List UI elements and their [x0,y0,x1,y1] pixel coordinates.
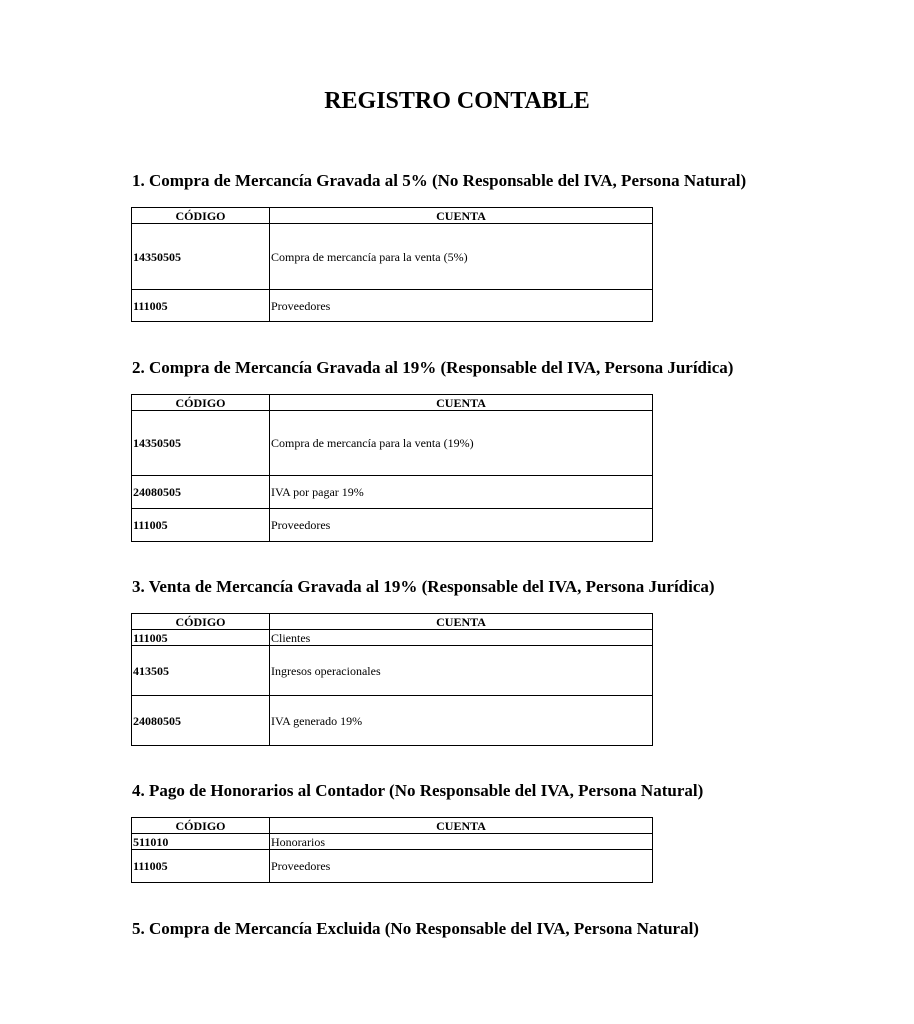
account-name: Compra de mercancía para la venta (19%) [270,411,653,476]
account-code: 111005 [132,850,270,883]
column-header-code: CÓDIGO [132,818,270,834]
table-row [132,509,653,542]
table-header-row [132,614,653,630]
account-name: Proveedores [270,509,653,542]
column-header-code: CÓDIGO [132,208,270,224]
account-name: IVA generado 19% [270,696,653,746]
section-heading: 3. Venta de Mercancía Gravada al 19% (Responsable del IVA, Persona Jurídica) [132,577,715,596]
account-name: Proveedores [270,850,653,883]
table-row [132,646,653,696]
account-name: Proveedores [270,290,653,322]
section-heading: 4. Pago de Honorarios al Contador (No Responsable del IVA, Persona Natural) [132,781,704,800]
entries-table [131,207,653,322]
account-code: 24080505 [132,476,270,509]
table-row [132,696,653,746]
column-header-code: CÓDIGO [132,395,270,411]
table-row [132,476,653,509]
table-row [132,411,653,476]
account-name: Clientes [270,630,653,646]
page-title: REGISTRO CONTABLE [324,88,590,114]
column-header-account: CUENTA [270,208,653,224]
column-header-account: CUENTA [270,395,653,411]
account-name: Honorarios [270,834,653,850]
account-name: Ingresos operacionales [270,646,653,696]
table-row [132,290,653,322]
account-code: 511010 [132,834,270,850]
table-row [132,630,653,646]
entries-table [131,613,653,746]
table-row [132,224,653,290]
account-code: 24080505 [132,696,270,746]
entries-table [131,817,653,883]
section-heading: 1. Compra de Mercancía Gravada al 5% (No Responsable del IVA, Persona Natural) [132,171,747,190]
table-row [132,850,653,883]
column-header-account: CUENTA [270,614,653,630]
table-header-row [132,208,653,224]
table-row [132,834,653,850]
account-code: 111005 [132,290,270,322]
section-heading: 5. Compra de Mercancía Excluida (No Responsable del IVA, Persona Natural) [132,919,699,938]
table-header-row [132,818,653,834]
column-header-code: CÓDIGO [132,614,270,630]
section-heading: 2. Compra de Mercancía Gravada al 19% (Responsable del IVA, Persona Jurídica) [132,358,734,377]
account-name: IVA por pagar 19% [270,476,653,509]
account-code: 14350505 [132,411,270,476]
column-header-account: CUENTA [270,818,653,834]
account-code: 413505 [132,646,270,696]
account-code: 14350505 [132,224,270,290]
account-code: 111005 [132,509,270,542]
account-code: 111005 [132,630,270,646]
entries-table [131,394,653,542]
account-name: Compra de mercancía para la venta (5%) [270,224,653,290]
table-header-row [132,395,653,411]
